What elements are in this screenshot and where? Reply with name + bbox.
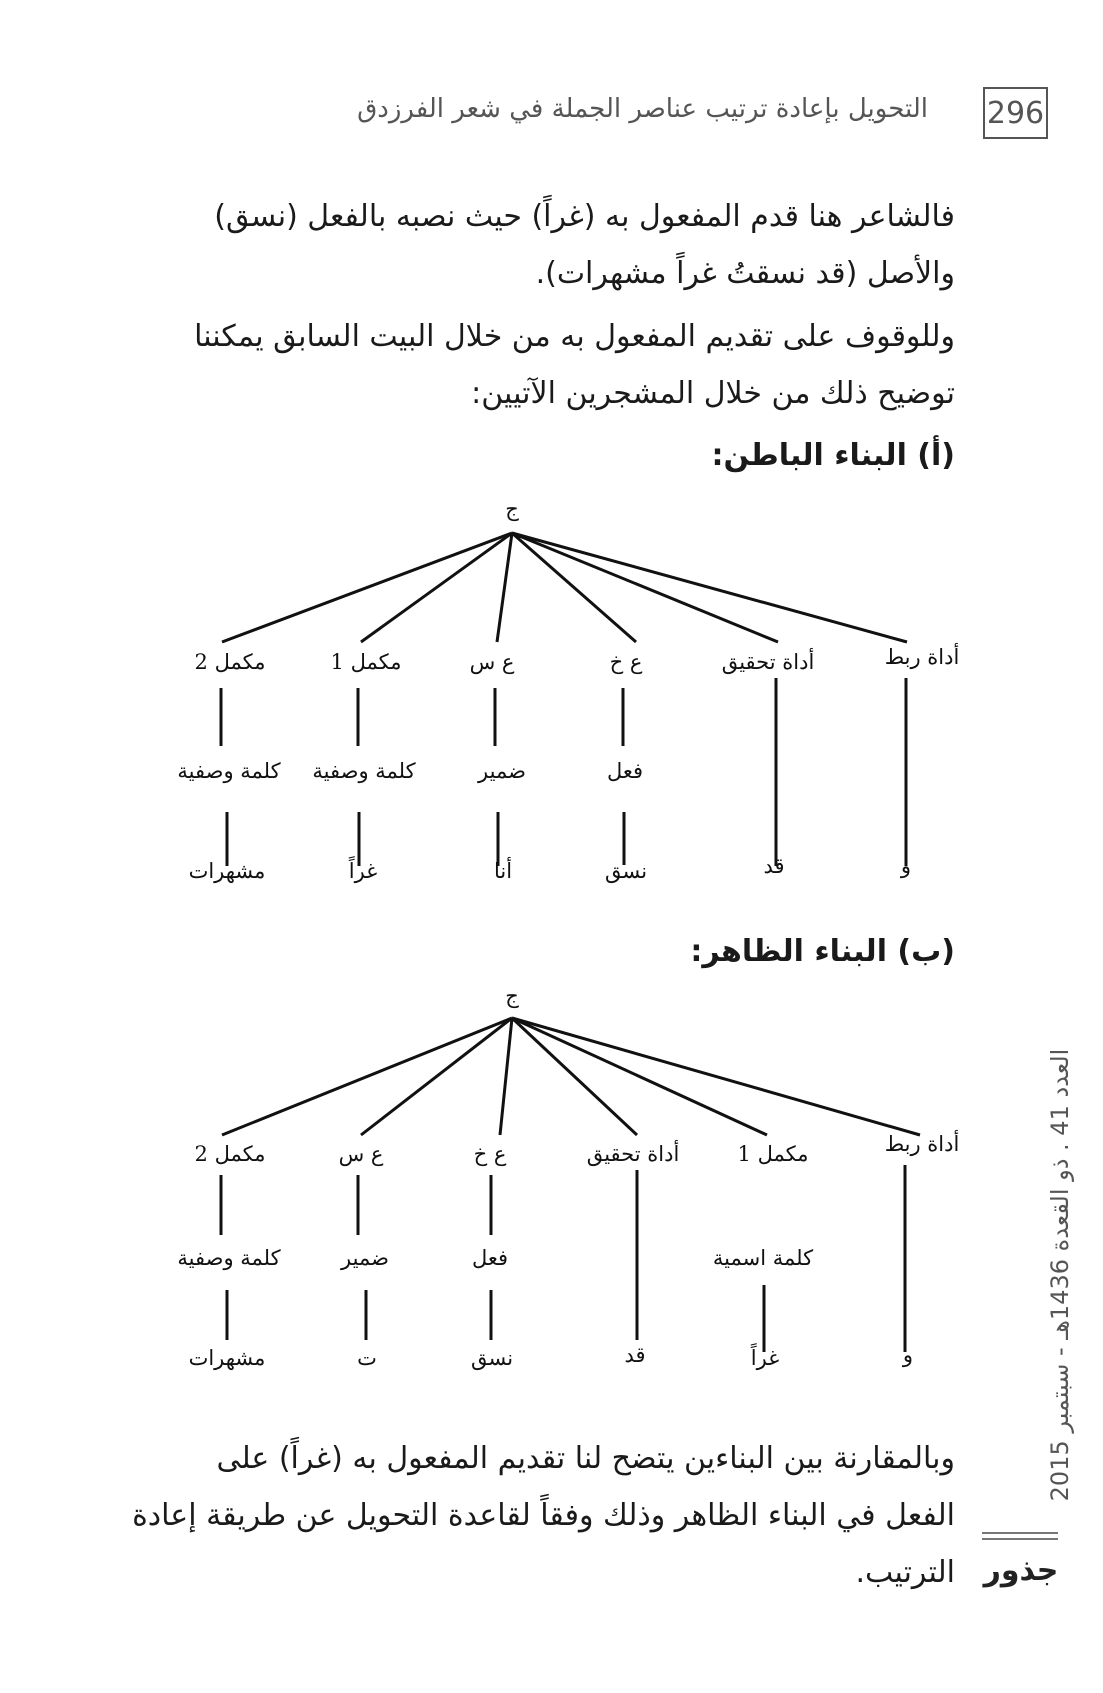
- tree-mid: فعل: [471, 1246, 509, 1270]
- tree-node: ع خ: [473, 1142, 507, 1166]
- tree-leaf: غراً: [348, 859, 378, 883]
- journal-logo: جذور: [983, 1553, 1059, 1588]
- paragraph-line: والأصل (قد نسقتُ غراً مشهرات).: [535, 256, 955, 291]
- divider: [982, 1532, 1058, 1534]
- tree-mid: كلمة وصفية: [312, 759, 416, 783]
- running-title: التحويل بإعادة ترتيب عناصر الجملة في شعر الفرزدق: [357, 94, 928, 124]
- tree-root: ج: [505, 984, 519, 1008]
- tree-leaf: غراً: [750, 1346, 780, 1370]
- tree-leaf: نسق: [604, 859, 648, 883]
- tree-a-edges: [221, 533, 907, 866]
- tree-node: ع س: [469, 650, 515, 674]
- tree-a-heading: (أ) البناء الباطن:: [711, 438, 955, 473]
- divider: [982, 1538, 1058, 1540]
- tree-leaf: قد: [624, 1343, 646, 1367]
- tree-node: مكمل 1: [737, 1142, 809, 1166]
- tree-node: أداة تحقيق: [721, 650, 815, 674]
- paragraph-line: فالشاعر هنا قدم المفعول به (غراً) حيث نصبه بالفعل (نسق): [214, 199, 955, 234]
- paragraph-3: [125, 1430, 955, 1601]
- paragraph-line: الفعل في البناء الظاهر وذلك وفقاً لقاعدة التحويل عن طريقة إعادة: [132, 1498, 955, 1533]
- tree-leaf: و: [902, 1343, 914, 1367]
- paragraph-line: وبالمقارنة بين البناءين يتضح لنا تقديم المفعول به (غراً) على: [216, 1441, 955, 1476]
- tree-mid: ضمير: [478, 759, 526, 783]
- paragraph-line: توضيح ذلك من خلال المشجرين الآتيين:: [471, 376, 955, 411]
- tree-b-heading: (ب) البناء الظاهر:: [690, 934, 955, 969]
- paragraph-line: وللوقوف على تقديم المفعول به من خلال البيت السابق يمكننا: [194, 319, 955, 354]
- tree-mid: ضمير: [341, 1246, 389, 1270]
- tree-node: أداة تحقيق: [586, 1142, 680, 1166]
- tree-b-edges: [221, 1018, 920, 1352]
- tree-root: ج: [505, 497, 519, 521]
- tree-mid: كلمة وصفية: [177, 1246, 281, 1270]
- issue-info-strip: [1040, 1035, 1080, 1515]
- tree-node: أداة ربط: [884, 1132, 960, 1156]
- tree-node: مكمل 2: [194, 650, 266, 674]
- tree-mid: كلمة اسمية: [712, 1246, 814, 1270]
- tree-mid: فعل: [606, 759, 644, 783]
- tree-node: مكمل 2: [194, 1142, 266, 1166]
- paragraph-line: الترتيب.: [855, 1555, 955, 1590]
- tree-node: مكمل 1: [330, 650, 402, 674]
- tree-leaf: أنا: [493, 859, 513, 883]
- tree-mid: كلمة وصفية: [177, 759, 281, 783]
- tree-leaf: مشهرات: [188, 1346, 266, 1370]
- tree-leaf: مشهرات: [188, 859, 266, 883]
- tree-node: ع س: [338, 1142, 384, 1166]
- tree-node: ع خ: [609, 650, 643, 674]
- tree-leaf: نسق: [470, 1346, 514, 1370]
- tree-leaf: ت: [357, 1346, 377, 1370]
- tree-leaf: قد: [763, 854, 785, 878]
- page-number: 296: [983, 87, 1048, 139]
- issue-info: العدد 41 . ذو القعدة 1436هـ - سبتمبر 2015: [1046, 1048, 1074, 1502]
- tree-node: أداة ربط: [884, 645, 960, 669]
- tree-leaf: و: [900, 854, 912, 878]
